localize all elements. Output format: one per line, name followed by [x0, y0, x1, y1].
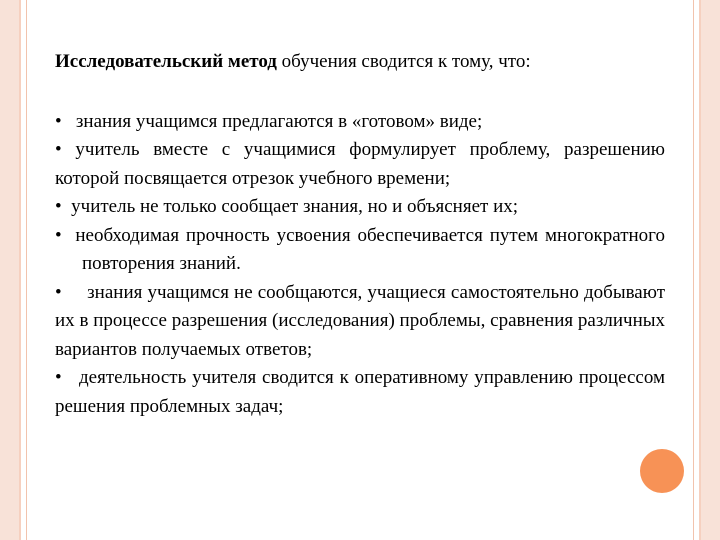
list-item-text: учитель вместе с учащимися формулирует проблему, разрешению которой посвящается отрезок учебного времени; [55, 139, 665, 189]
list-item [55, 279, 665, 365]
heading-bold-term: Исследовательский метод [55, 51, 277, 72]
bullet-icon: • [55, 367, 62, 388]
bullet-icon: • [55, 281, 62, 303]
bullet-icon: • [55, 196, 62, 217]
list-item [55, 193, 665, 222]
list-item [55, 222, 665, 279]
left-border-line [19, 0, 21, 540]
heading-rest: обучения сводится к тому, что: [276, 51, 531, 72]
bullet-icon: • [55, 139, 62, 160]
right-border-line [699, 0, 701, 540]
right-border-thin-line [693, 0, 694, 540]
list-item [55, 108, 665, 137]
left-border-thin-line [26, 0, 27, 540]
list-item-text: деятельность учителя сводится к оперативному управлению процессом решения проблемных задач; [55, 367, 666, 417]
slide-heading [55, 48, 665, 77]
bullet-icon: • [55, 110, 62, 132]
list-item-text: учитель не только сообщает знания, но и объясняет их; [71, 196, 519, 217]
list-item-text: необходимая прочность усвоения обеспечивается путем многократного повторения знаний. [75, 224, 665, 274]
slide-content [55, 48, 665, 421]
decorative-circle-icon [640, 449, 684, 493]
list-item [55, 364, 665, 421]
bullet-icon: • [55, 224, 62, 246]
list-item [55, 136, 665, 193]
right-border [701, 0, 720, 540]
left-border [0, 0, 19, 540]
list-item-text: знания учащимся предлагаются в «готовом» виде; [75, 110, 483, 132]
list-item-text: знания учащимся не сообщаются, учащиеся самостоятельно добывают их в процессе разрешения (исследования) проблемы, сравнения различных вариантов получаемых ответов; [55, 281, 665, 360]
